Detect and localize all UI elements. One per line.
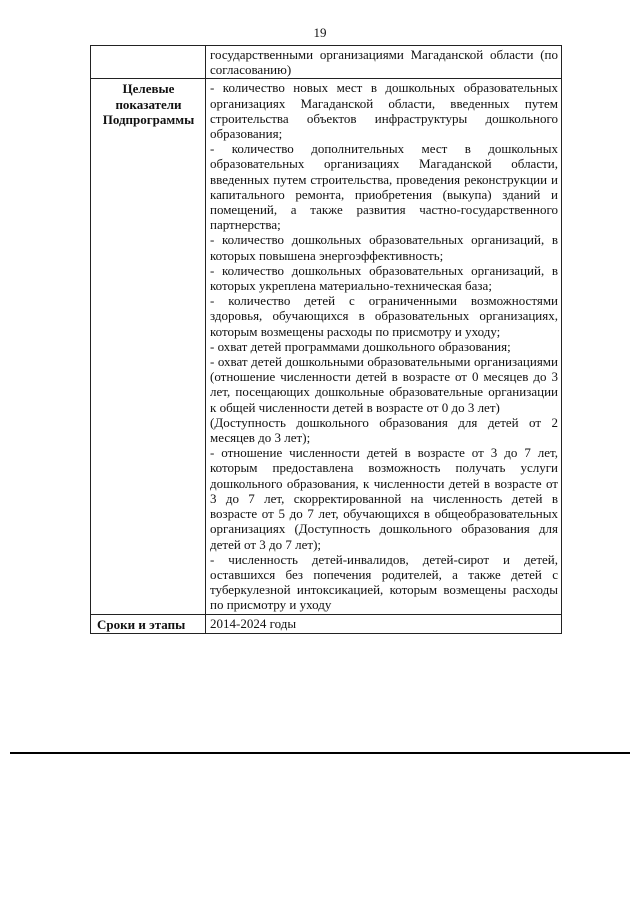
paragraph: - отношение численности детей в возрасте от 3 до 7 лет, которым предоставлена возможность получать услуги дошкольного образования, к численности детей в возрасте от 3 до 7 лет, скорректированной на численность детей в возрасте от 5 до 7 лет, обучающихся в общеобразовательных организациях (Доступность дошкольного образования для детей от 3 до 7 лет); xyxy=(210,445,558,552)
paragraph: - количество дошкольных образовательных организаций, в которых укреплена материально-техническая база; xyxy=(210,262,558,294)
paragraph: - количество дополнительных мест в дошкольных образовательных организациях Магаданской области, введенных путем строительства, проведения реконструкции и капитального ремонта, приобретения (выкупа) зданий и помещений, а также развития частно-государственного партнерства; xyxy=(210,141,558,233)
paragraph: - количество дошкольных образовательных организаций, в которых повышена энергоэффективность; xyxy=(210,232,558,263)
paragraph: 2014-2024 годы xyxy=(210,615,297,631)
row-content xyxy=(206,79,562,614)
table-row xyxy=(91,79,562,614)
row-label xyxy=(91,46,206,79)
paragraph: - охват детей программами дошкольного образования; xyxy=(210,338,511,354)
table-row xyxy=(91,46,562,79)
paragraph: государственными организациями Магаданской области (по согласованию) xyxy=(210,47,558,78)
row-content xyxy=(206,614,562,633)
row-label: Целевые показатели Подпрограммы xyxy=(91,79,206,614)
paragraph: - численность детей-инвалидов, детей-сирот и детей, оставшихся без попечения родителей, а также детей с туберкулезной интоксикацией, которым возмещены расходы по присмотру и уходу xyxy=(210,551,558,613)
paragraph: - количество детей с ограниченными возможностями здоровья, обучающихся в образовательных организациях, которым возмещены расходы по присмотру и уходу; xyxy=(210,293,558,339)
passport-table xyxy=(90,45,562,634)
paragraph: (Доступность дошкольного образования для детей от 2 месяцев до 3 лет); xyxy=(210,414,558,446)
page-number: 19 xyxy=(313,25,327,40)
paragraph: - количество новых мест в дошкольных образовательных организациях Магаданской области, введенных путем строительства объектов инфраструктуры дошкольного образования; xyxy=(210,80,558,142)
paragraph: - охват детей дошкольными образовательными организациями (отношение численности детей в возрасте от 0 месяцев до 3 лет, посещающих дошкольные образовательные организации к общей численности детей в возрасте от 0 до 3 лет) xyxy=(210,354,558,415)
table-row xyxy=(91,614,562,633)
footer-divider xyxy=(10,752,630,754)
row-label: Сроки и этапы xyxy=(91,614,206,633)
row-content xyxy=(206,46,562,79)
